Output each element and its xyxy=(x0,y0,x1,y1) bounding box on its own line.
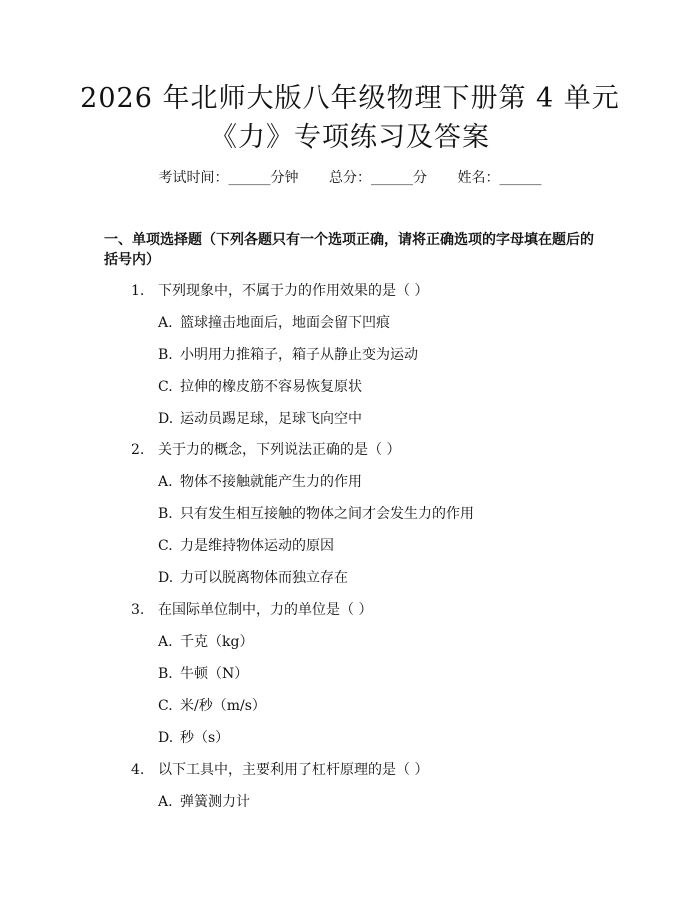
question-2-option-c xyxy=(158,536,334,556)
option-letter: D. xyxy=(158,730,174,746)
option-text: 拉伸的橡皮筋不容易恢复原状 xyxy=(180,379,362,395)
option-letter: B. xyxy=(158,666,173,682)
exam-meta-row xyxy=(0,168,700,188)
option-letter: B. xyxy=(158,347,173,363)
option-text: 米/秒（m/s） xyxy=(180,698,266,714)
option-text: 力可以脱离物体而独立存在 xyxy=(180,570,348,586)
option-letter: A. xyxy=(158,634,173,650)
option-letter: C. xyxy=(158,538,173,554)
question-1-option-d xyxy=(158,409,362,429)
question-text: 在国际单位制中，力的单位是（ ） xyxy=(158,602,373,618)
exam-time-field: 考试时间：______分钟 xyxy=(158,170,299,186)
question-1 xyxy=(131,281,428,301)
question-2 xyxy=(131,440,400,460)
option-text: 千克（kg） xyxy=(180,634,254,650)
option-letter: D. xyxy=(158,570,174,586)
question-3-option-b xyxy=(158,664,248,684)
document-title-line-1: 2026 年北师大版八年级物理下册第 4 单元 xyxy=(80,83,620,114)
section-heading-line-2: 括号内） xyxy=(104,252,160,268)
option-text: 弹簧测力计 xyxy=(180,794,250,810)
question-number: 4. xyxy=(131,762,145,778)
question-2-option-d xyxy=(158,568,348,588)
option-text: 物体不接触就能产生力的作用 xyxy=(180,474,362,490)
option-text: 小明用力推箱子，箱子从静止变为运动 xyxy=(180,347,418,363)
question-1-option-a xyxy=(158,313,390,333)
section-heading-line-1: 一、单项选择题（下列各题只有一个选项正确，请将正确选项的字母填在题后的 xyxy=(104,232,594,248)
question-number: 3. xyxy=(131,602,145,618)
question-number: 2. xyxy=(131,442,145,458)
question-number: 1. xyxy=(131,283,145,299)
question-3-option-a xyxy=(158,632,253,652)
option-text: 牛顿（N） xyxy=(180,666,249,682)
section-heading xyxy=(104,230,599,270)
question-text: 关于力的概念，下列说法正确的是（ ） xyxy=(158,442,401,458)
option-letter: C. xyxy=(158,379,173,395)
question-3-option-c xyxy=(158,696,266,716)
question-4-option-a xyxy=(158,792,250,812)
document-title-line-2: 《力》专项练习及答案 xyxy=(210,122,490,153)
option-letter: C. xyxy=(158,698,173,714)
option-letter: A. xyxy=(158,474,173,490)
question-1-option-c xyxy=(158,377,362,397)
question-3 xyxy=(131,600,372,620)
option-letter: D. xyxy=(158,411,174,427)
option-text: 力是维持物体运动的原因 xyxy=(180,538,334,554)
question-3-option-d xyxy=(158,728,229,748)
option-letter: A. xyxy=(158,794,173,810)
question-1-option-b xyxy=(158,345,418,365)
option-letter: A. xyxy=(158,315,173,331)
option-text: 篮球撞击地面后，地面会留下凹痕 xyxy=(180,315,390,331)
question-text: 以下工具中，主要利用了杠杆原理的是（ ） xyxy=(158,762,429,778)
student-name-field: 姓名：______ xyxy=(457,170,542,186)
total-score-field: 总分：______分 xyxy=(329,170,427,186)
option-text: 运动员踢足球，足球飞向空中 xyxy=(180,411,362,427)
question-4 xyxy=(131,760,428,780)
question-text: 下列现象中，不属于力的作用效果的是（ ） xyxy=(158,283,429,299)
option-letter: B. xyxy=(158,506,173,522)
question-2-option-b xyxy=(158,504,474,524)
question-2-option-a xyxy=(158,472,362,492)
option-text: 秒（s） xyxy=(180,730,230,746)
option-text: 只有发生相互接触的物体之间才会发生力的作用 xyxy=(180,506,474,522)
